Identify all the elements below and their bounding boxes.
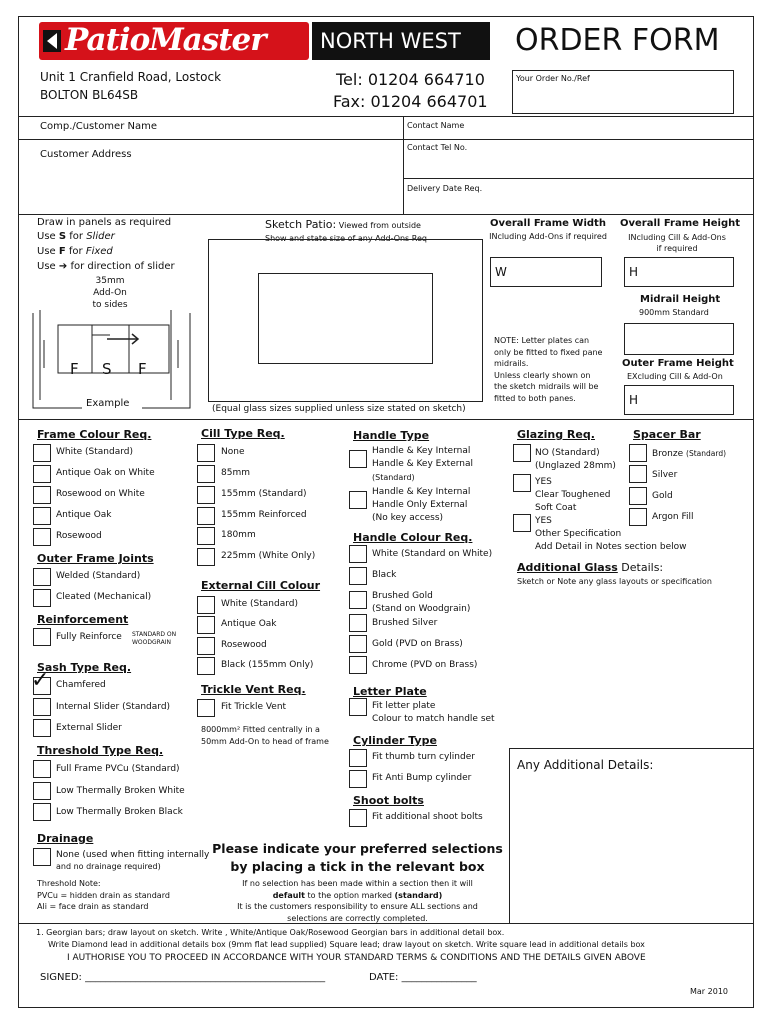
cylinder-title: Cylinder Type	[353, 734, 437, 747]
outer-joints-title: Outer Frame Joints	[37, 552, 154, 565]
ext-cill-option: Black (155mm Only)	[221, 660, 314, 670]
threshold-option: Low Thermally Broken Black	[56, 807, 183, 817]
spacer-gold-checkbox[interactable]	[629, 487, 647, 505]
trickle-note: 8000mm² Fitted centrally in a 50mm Add-On to head of frame	[201, 725, 329, 746]
frame-colour-rosewood-white-checkbox[interactable]	[33, 486, 51, 504]
drainage-option: None (used when fitting internally and no drainage required)	[56, 850, 210, 871]
glazing-title: Glazing Req.	[517, 428, 595, 441]
trickle-vent-checkbox[interactable]	[197, 699, 215, 717]
outer-height-title: Outer Frame Height	[622, 358, 734, 369]
shoot-bolts-option: Fit additional shoot bolts	[372, 812, 483, 822]
frame-colour-option: Rosewood on White	[56, 489, 145, 499]
threshold-option: Low Thermally Broken White	[56, 786, 185, 796]
handle-option: Handle & Key Internal Handle Only External (No key access)	[372, 487, 471, 523]
cill-option: 225mm (White Only)	[221, 551, 316, 561]
customer-address-field[interactable]: Customer Address	[40, 149, 132, 160]
outer-joint-option: Welded (Standard)	[56, 571, 141, 581]
version-date: Mar 2010	[690, 987, 728, 996]
cleated-checkbox[interactable]	[33, 589, 51, 607]
ext-cill-option: Antique Oak	[221, 619, 277, 629]
full-frame-pvcu-checkbox[interactable]	[33, 760, 51, 778]
spacer-option: Argon Fill	[652, 512, 694, 522]
cill-option: 155mm (Standard)	[221, 489, 307, 499]
sash-title: Sash Type Req.	[37, 661, 132, 674]
sketch-note: (Equal glass sizes supplied unless size stated on sketch)	[212, 404, 466, 414]
frame-colour-rosewood-checkbox[interactable]	[33, 528, 51, 546]
sash-option: External Slider	[56, 723, 122, 733]
handle-brushed-gold-checkbox[interactable]	[349, 591, 367, 609]
your-order-label: Your Order No./Ref	[516, 74, 590, 83]
contact-name-field[interactable]: Contact Name	[407, 121, 465, 130]
width-subtitle: INcluding Add-Ons if required	[489, 232, 607, 241]
reinforcement-title: Reinforcement	[37, 613, 129, 626]
height-input[interactable]	[624, 257, 734, 287]
address-line1: Unit 1 Cranfield Road, Lostock	[40, 70, 222, 84]
cill-title: Cill Type Req.	[201, 427, 285, 440]
reinforce-note: STANDARD ON WOODGRAIN	[132, 631, 177, 646]
sash-option: Internal Slider (Standard)	[56, 702, 171, 712]
cylinder-option: Fit thumb turn cylinder	[372, 752, 475, 762]
threshold-note: Threshold Note: PVCu = hidden drain as standard Ali = face drain as standard	[37, 879, 170, 911]
divider	[18, 139, 403, 140]
cill-225mm-checkbox[interactable]	[197, 548, 215, 566]
midrail-standard: 900mm Standard	[639, 308, 709, 317]
external-slider-checkbox[interactable]	[33, 719, 51, 737]
example-label: Example	[86, 398, 130, 409]
your-order-field[interactable]	[512, 70, 734, 114]
cill-155mm-checkbox[interactable]	[197, 486, 215, 504]
date-field[interactable]: DATE: _______________	[369, 972, 477, 983]
trickle-title: Trickle Vent Req.	[201, 683, 306, 696]
ext-cill-title: External Cill Colour	[201, 579, 321, 592]
divider	[18, 116, 754, 117]
width-label: W	[495, 265, 507, 279]
region-label: NORTH WEST	[312, 22, 490, 60]
frame-colour-oak-white-checkbox[interactable]	[33, 465, 51, 483]
width-title: Overall Frame Width	[490, 218, 606, 229]
handle-colour-title: Handle Colour Req.	[353, 531, 473, 544]
signed-field[interactable]: SIGNED: ________________________________________________	[40, 972, 326, 983]
cill-option: 155mm Reinforced	[221, 510, 307, 520]
example-pane-f1: F	[70, 360, 79, 378]
cill-155mm-reinforced-checkbox[interactable]	[197, 507, 215, 525]
frame-colour-option: Antique Oak on White	[56, 468, 155, 478]
addon-note: 35mm Add-On to sides	[92, 276, 128, 310]
letter-plate-option: Fit letter plate Colour to match handle set	[372, 701, 495, 724]
cill-85mm-checkbox[interactable]	[197, 465, 215, 483]
draw-instruction: Draw in panels as required	[37, 217, 172, 228]
handle-white-checkbox[interactable]	[349, 545, 367, 563]
delivery-date-field[interactable]: Delivery Date Req.	[407, 184, 483, 193]
glazing-option: YES Clear Toughened Soft Coat YES Other Specification Add Detail in Notes section below	[535, 477, 687, 552]
cill-option: 85mm	[221, 468, 250, 478]
spacer-option: Bronze (Standard)	[652, 449, 727, 459]
frame-colour-white-checkbox[interactable]	[33, 444, 51, 462]
sketch-inner-frame	[258, 273, 433, 364]
height-title: Overall Frame Height	[620, 218, 741, 229]
frame-colour-title: Frame Colour Req.	[37, 428, 152, 441]
handle-colour-option: White (Standard on White)	[372, 549, 493, 559]
handle-colour-option: Brushed Gold (Stand on Woodgrain)	[372, 591, 471, 614]
divider	[18, 419, 754, 420]
shoot-bolts-title: Shoot bolts	[353, 794, 424, 807]
reinforce-option: Fully Reinforce	[56, 632, 122, 642]
glazing-no-checkbox[interactable]	[513, 444, 531, 462]
brand-name: PatioMaster	[65, 22, 266, 58]
slider-instruction: Use S for Slider	[37, 231, 115, 242]
indicate-message: Please indicate your preferred selections by placing a tick in the relevant box If no selection has been made within a section then it will default to the option marked (standard) It is the customers responsibility to ensure ALL sections and selections are correctly completed.	[212, 841, 503, 923]
anti-bump-checkbox[interactable]	[349, 770, 367, 788]
example-pane-f2: F	[138, 360, 147, 378]
spacer-bronze-checkbox[interactable]	[629, 444, 647, 462]
ext-cill-white-checkbox[interactable]	[197, 596, 215, 614]
footnote-georgian: 1. Georgian bars; draw layout on sketch. Write , White/Antique Oak/Rosewood Georgian bars in additional detail box.	[36, 928, 505, 937]
ext-cill-option: Rosewood	[221, 640, 267, 650]
reinforce-checkbox[interactable]	[33, 628, 51, 646]
low-broken-white-checkbox[interactable]	[33, 782, 51, 800]
frame-colour-oak-checkbox[interactable]	[33, 507, 51, 525]
trickle-option: Fit Trickle Vent	[221, 702, 287, 712]
glazing-toughened-checkbox[interactable]	[513, 474, 531, 492]
direction-instruction: Use ➔ for direction of slider	[37, 261, 175, 272]
address-line2: BOLTON BL64SB	[40, 88, 139, 102]
internal-slider-checkbox[interactable]	[33, 698, 51, 716]
fixed-instruction: Use F for Fixed	[37, 246, 113, 257]
example-pane-s: S	[102, 360, 112, 378]
letter-plate-note: NOTE: Letter plates can only be fitted to fixed pane midrails. Unless clearly shown on the sketch midrails will be fitted to both panes.	[494, 336, 603, 403]
ext-cill-rosewood-checkbox[interactable]	[197, 637, 215, 655]
sash-option: Chamfered	[56, 680, 106, 690]
welded-checkbox[interactable]	[33, 568, 51, 586]
handle-only-external-checkbox[interactable]	[349, 491, 367, 509]
handle-brushed-silver-checkbox[interactable]	[349, 614, 367, 632]
frame-colour-option: Antique Oak	[56, 510, 112, 520]
frame-colour-option: Rosewood	[56, 531, 102, 541]
handle-type-title: Handle Type	[353, 429, 430, 442]
handle-key-external-checkbox[interactable]	[349, 450, 367, 468]
spacer-silver-checkbox[interactable]	[629, 465, 647, 483]
contact-tel-field[interactable]: Contact Tel No.	[407, 143, 468, 152]
cylinder-option: Fit Anti Bump cylinder	[372, 773, 472, 783]
outer-height-subtitle: EXcluding Cill & Add-On	[627, 372, 723, 381]
ext-cill-option: White (Standard)	[221, 599, 298, 609]
outer-height-label: H	[629, 393, 639, 407]
checkmark-icon: ✓	[31, 668, 50, 693]
midrail-title: Midrail Height	[640, 294, 721, 305]
low-broken-black-checkbox[interactable]	[33, 803, 51, 821]
divider	[403, 116, 404, 214]
spacer-option: Silver	[652, 470, 678, 480]
handle-colour-option: Gold (PVD on Brass)	[372, 639, 463, 649]
additional-details-label: Any Additional Details:	[517, 758, 654, 772]
threshold-option: Full Frame PVCu (Standard)	[56, 764, 180, 774]
cill-option: 180mm	[221, 530, 256, 540]
midrail-input[interactable]	[624, 323, 734, 355]
sketch-title: Sketch Patio: Viewed from outside	[265, 218, 421, 231]
fax: Fax: 01204 664701	[333, 92, 488, 111]
handle-option: Handle & Key Internal Handle & Key External (Standard)	[372, 446, 473, 482]
drainage-none-checkbox[interactable]	[33, 848, 51, 866]
ext-cill-oak-checkbox[interactable]	[197, 616, 215, 634]
height-subtitle: INcluding Cill & Add-Ons if required	[628, 233, 726, 253]
glazing-option: NO (Standard) (Unglazed 28mm)	[535, 448, 616, 471]
letter-plate-title: Letter Plate	[353, 685, 427, 698]
drainage-title: Drainage	[37, 832, 94, 845]
additional-details-box[interactable]	[509, 748, 754, 923]
form-title: ORDER FORM	[515, 23, 720, 58]
frame-colour-option: White (Standard)	[56, 447, 133, 457]
outer-joint-option: Cleated (Mechanical)	[56, 592, 152, 602]
ext-cill-black-checkbox[interactable]	[197, 657, 215, 675]
letter-plate-checkbox[interactable]	[349, 698, 367, 716]
comp-customer-name-field[interactable]: Comp./Customer Name	[40, 121, 157, 132]
handle-black-checkbox[interactable]	[349, 567, 367, 585]
width-input[interactable]	[490, 257, 602, 287]
divider	[18, 214, 754, 215]
handle-colour-option: Brushed Silver	[372, 618, 438, 628]
thumb-turn-checkbox[interactable]	[349, 749, 367, 767]
cill-none-checkbox[interactable]	[197, 444, 215, 462]
footnote-lead: Write Diamond lead in additional details box (9mm flat lead supplied) Square lead; draw layout on sketch. Write square lead in additional details box	[48, 940, 645, 949]
glazing-soft-coat-checkbox[interactable]	[513, 514, 531, 532]
arrow-icon	[43, 30, 61, 52]
telephone: Tel: 01204 664710	[336, 70, 485, 89]
arrow-right-icon: ➔	[58, 261, 68, 272]
cill-180mm-checkbox[interactable]	[197, 527, 215, 545]
divider	[403, 178, 754, 179]
argon-fill-checkbox[interactable]	[629, 508, 647, 526]
authorisation-text: I AUTHORISE YOU TO PROCEED IN ACCORDANCE WITH YOUR STANDARD TERMS & CONDITIONS AND THE DETAILS GIVEN ABOVE	[67, 953, 646, 963]
handle-colour-option: Chrome (PVD on Brass)	[372, 660, 478, 670]
outer-height-input[interactable]	[624, 385, 734, 415]
sketch-subtitle: Show and state size of any Add-Ons Req	[265, 234, 427, 243]
height-label: H	[629, 265, 639, 279]
spacer-title: Spacer Bar	[633, 428, 701, 441]
brand-logo	[39, 22, 309, 60]
threshold-title: Threshold Type Req.	[37, 744, 164, 757]
handle-gold-pvd-checkbox[interactable]	[349, 635, 367, 653]
divider	[18, 923, 754, 924]
spacer-option: Gold	[652, 491, 673, 501]
additional-glass-subtitle: Sketch or Note any glass layouts or specification	[517, 577, 712, 586]
handle-chrome-pvd-checkbox[interactable]	[349, 656, 367, 674]
shoot-bolts-checkbox[interactable]	[349, 809, 367, 827]
additional-glass-title: Additional Glass Details:	[517, 561, 664, 574]
handle-colour-option: Black	[372, 570, 397, 580]
divider	[403, 139, 754, 140]
cill-option: None	[221, 447, 245, 457]
